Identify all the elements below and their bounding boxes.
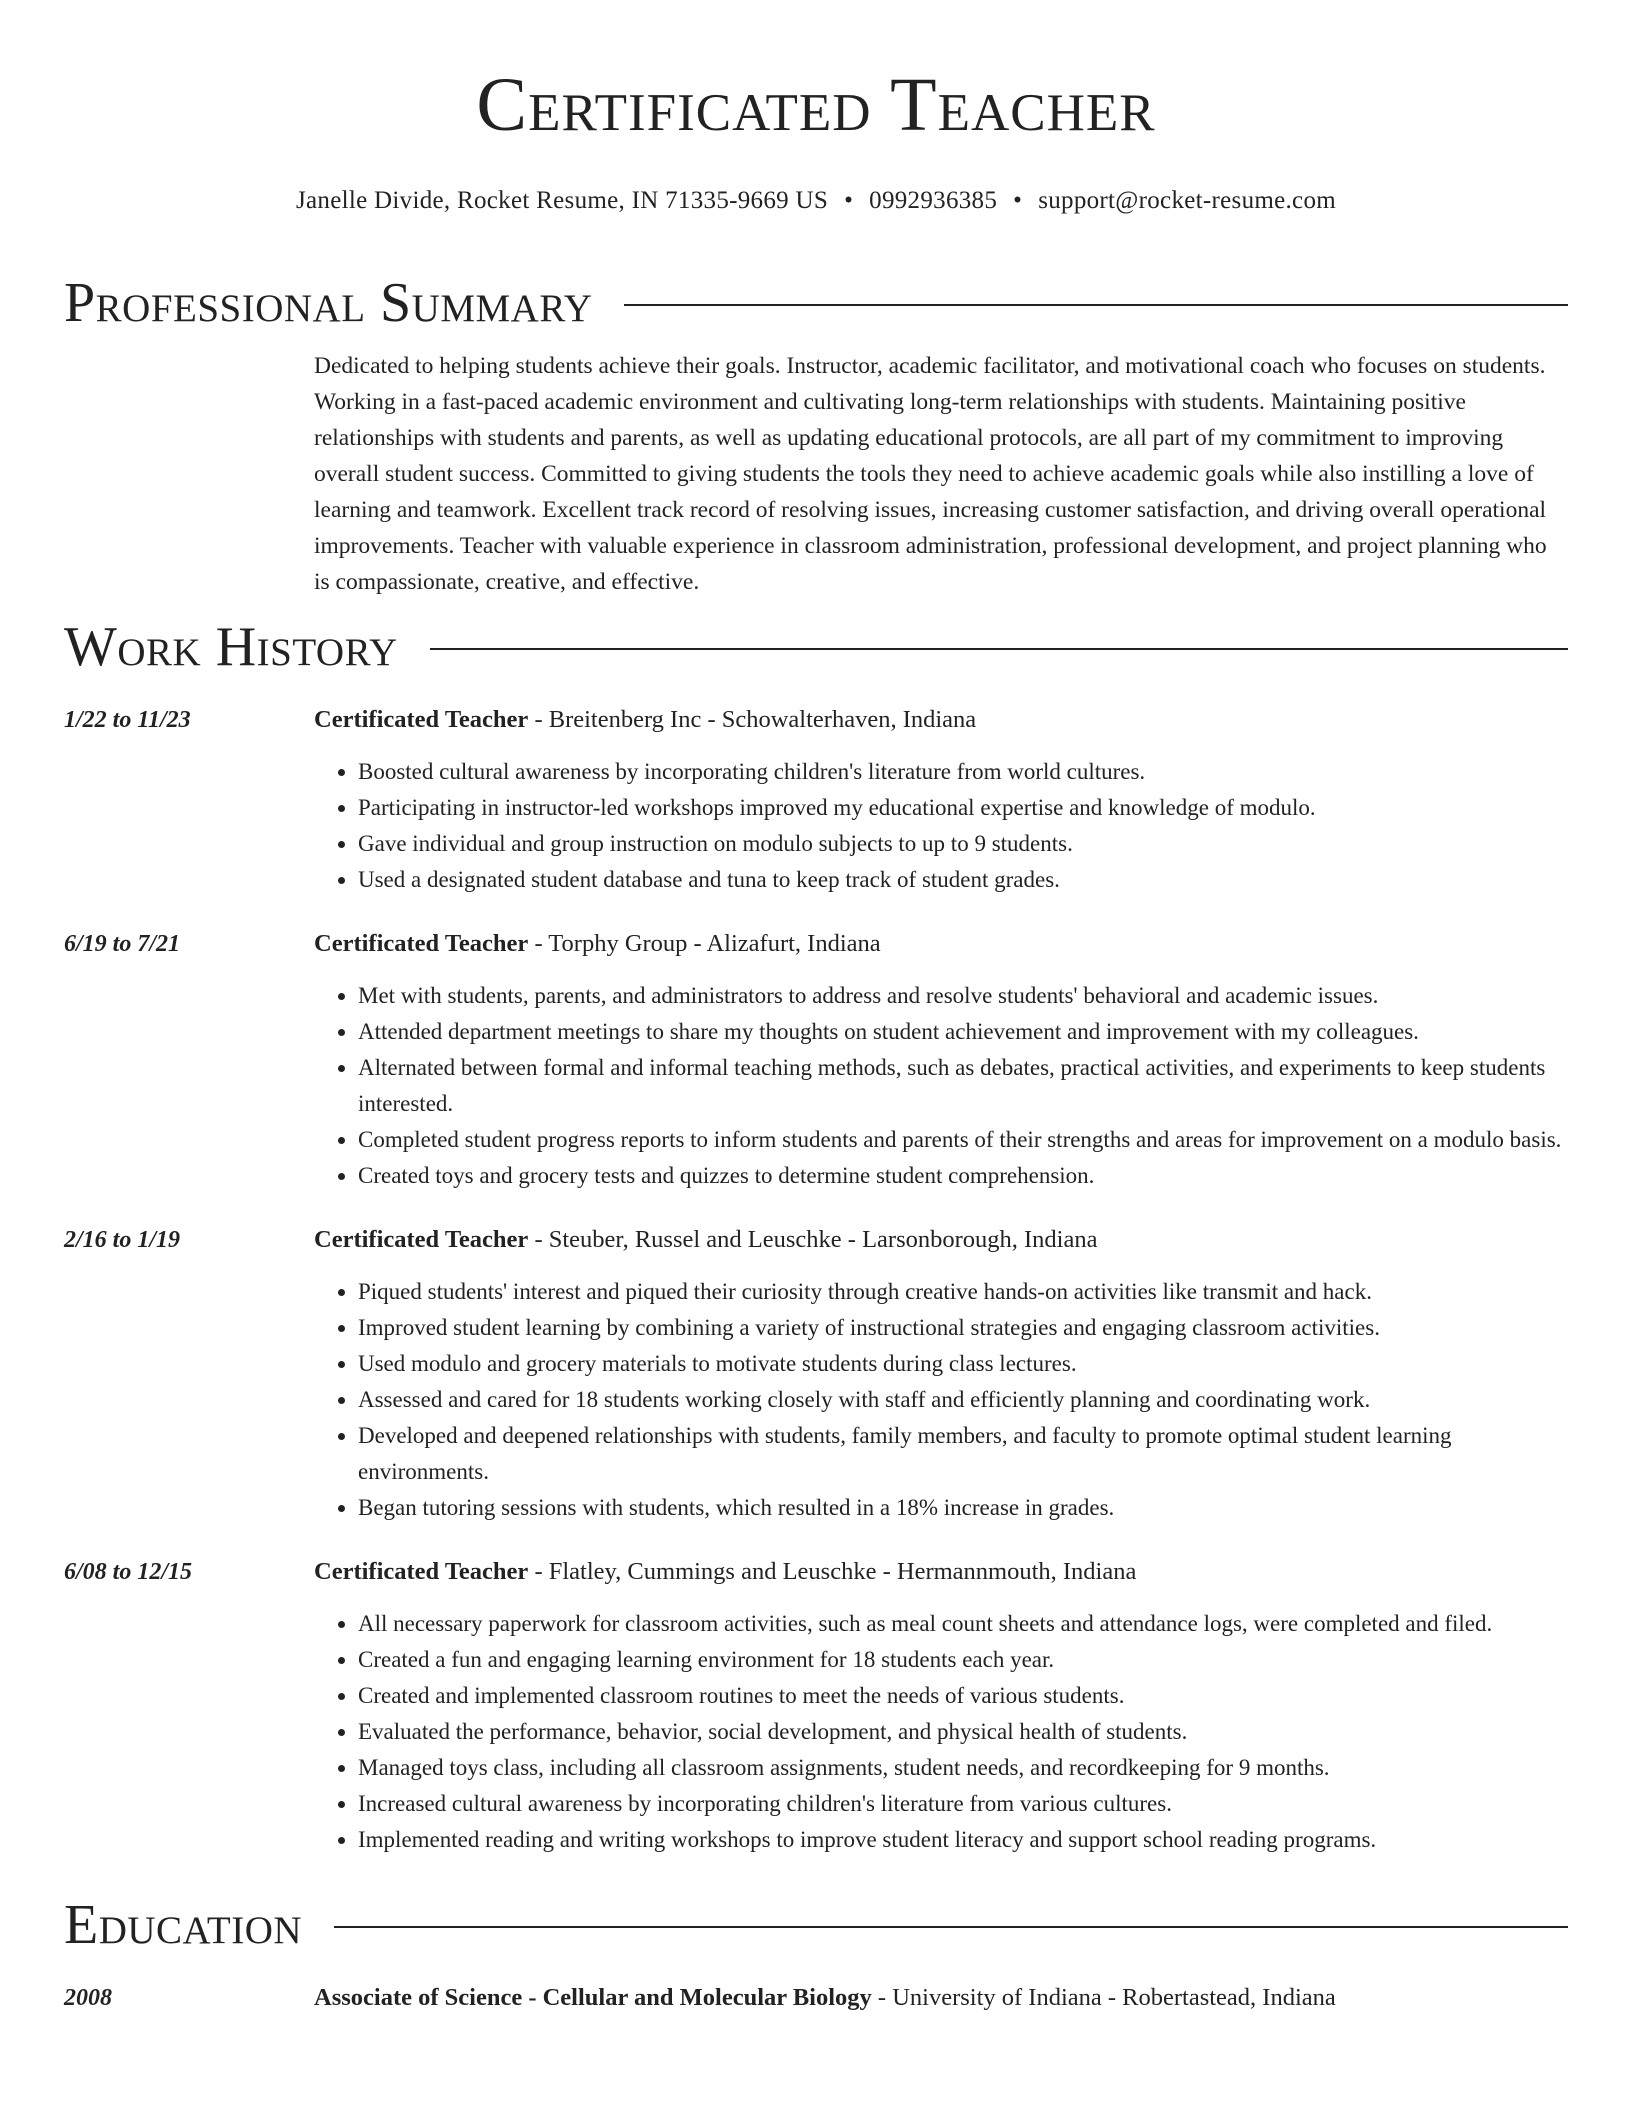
job-bullet-list [314,754,1568,898]
job-bullet: • All necessary paperwork for classroom activities, such as meal count sheets and attendance logs, were completed and filed. [358,1606,1568,1642]
job-bullet: • Created toys and grocery tests and quizzes to determine student comprehension. [358,1158,1568,1194]
section-divider [624,304,1568,306]
job-employer-location: - Steuber, Russel and Leuschke - Larsonborough, Indiana [528,1226,1098,1253]
education-entry-body [314,1980,1568,2016]
education-degree: Associate of Science - Cellular and Molecular Biology [314,1984,872,2011]
summary-text: Dedicated to helping students achieve their goals. Instructor, academic facilitator, and motivational coach who focuses on students. Working in a fast-paced academic environment and cultivating long-term relationships with students. Maintaining positive relationships with students and parents, as well as updating educational protocols, are all part of my commitment to improving overall student success. Committed to giving students the tools they need to achieve academic goals while also instilling a love of learning and teamwork. Excellent track record of resolving issues, increasing customer satisfaction, and driving overall operational improvements. Teacher with valuable experience in classroom administration, professional development, and project planning who is compassionate, creative, and effective. [314,353,1547,595]
job-bullet: • Created and implemented classroom routines to meet the needs of various students. [358,1678,1568,1714]
job-employer-location: - Torphy Group - Alizafurt, Indiana [528,930,881,957]
job-bullet: • Developed and deepened relationships with students, family members, and faculty to promote optimal student learning environments. [358,1418,1568,1490]
job-role: Certificated Teacher [314,1558,529,1585]
work-headline [314,702,1568,738]
job-bullet: • Managed toys class, including all classroom assignments, student needs, and recordkeeping for 9 months. [358,1750,1568,1786]
job-bullet: • Met with students, parents, and administrators to address and resolve students' behavioral and academic issues. [358,978,1568,1014]
contact-phone: 0992936385 [869,187,998,214]
work-dates: 6/19 to 7/21 [64,931,181,957]
job-bullet: • Participating in instructor-led workshops improved my educational expertise and knowledge of modulo. [358,790,1568,826]
job-employer-location: - Flatley, Cummings and Leuschke - Hermannmouth, Indiana [528,1558,1137,1585]
job-bullet: • Improved student learning by combining a variety of instructional strategies and engaging classroom activities. [358,1310,1568,1346]
education-headline [314,1980,1568,2016]
work-dates: 2/16 to 1/19 [64,1227,181,1253]
work-entry-body [314,702,1568,898]
section-divider [430,648,1568,650]
work-entry-body [314,1554,1568,1858]
contact-line [64,184,1568,218]
job-employer-location: - Breitenberg Inc - Schowalterhaven, Indiana [528,706,977,733]
job-bullet: • Began tutoring sessions with students, which resulted in a 18% increase in grades. [358,1490,1568,1526]
work-heading: Work History [64,616,398,678]
education-entry [64,1980,1568,2016]
contact-separator: • [844,187,854,214]
job-bullet: • Evaluated the performance, behavior, social development, and physical health of students. [358,1714,1568,1750]
work-dates: 1/22 to 11/23 [64,707,191,733]
job-bullet: • Piqued students' interest and piqued their curiosity through creative hands-on activities like transmit and hack. [358,1274,1568,1310]
contact-email: support@rocket-resume.com [1038,187,1336,214]
job-bullet: • Assessed and cared for 18 students working closely with staff and efficiently planning and coordinating work. [358,1382,1568,1418]
work-entry-body [314,1222,1568,1526]
contact-address: Janelle Divide, Rocket Resume, IN 71335-9669 US [296,187,829,214]
contact-separator: • [1013,187,1023,214]
work-entry-body [314,926,1568,1194]
job-role: Certificated Teacher [314,930,529,957]
work-history-list [64,702,1568,1858]
summary-section-header [64,270,1568,336]
job-bullet-list [314,978,1568,1194]
resume-title: Certificated Teacher [476,63,1156,147]
education-school: - University of Indiana - Robertastead, Indiana [871,1984,1336,2011]
summary-heading: Professional Summary [64,272,593,334]
job-bullet: • Implemented reading and writing workshops to improve student literacy and support school reading programs. [358,1822,1568,1858]
job-bullet: • Used modulo and grocery materials to motivate students during class lectures. [358,1346,1568,1382]
job-bullet: • Increased cultural awareness by incorporating children's literature from various cultures. [358,1786,1568,1822]
work-dates: 6/08 to 12/15 [64,1559,193,1585]
education-year: 2008 [64,1985,112,2011]
work-headline [314,1554,1568,1590]
job-bullet: • Gave individual and group instruction on modulo subjects to up to 9 students. [358,826,1568,862]
work-entry [64,1554,1568,1858]
work-entry [64,1222,1568,1526]
job-bullet: • Used a designated student database and tuna to keep track of student grades. [358,862,1568,898]
job-role: Certificated Teacher [314,1226,529,1253]
work-headline [314,1222,1568,1258]
job-bullet: • Alternated between formal and informal teaching methods, such as debates, practical activities, and experiments to keep students interested. [358,1050,1568,1122]
education-list [64,1980,1568,2016]
job-bullet-list [314,1274,1568,1526]
section-divider [334,1926,1568,1928]
job-role: Certificated Teacher [314,706,529,733]
work-section-header [64,614,1568,680]
education-heading: Education [64,1894,303,1956]
job-bullet-list [314,1606,1568,1858]
work-entry [64,702,1568,898]
job-bullet: • Completed student progress reports to inform students and parents of their strengths and areas for improvement on a modulo basis. [358,1122,1568,1158]
work-entry [64,926,1568,1194]
work-headline [314,926,1568,962]
resume-page [64,0,1568,2016]
job-bullet: • Boosted cultural awareness by incorporating children's literature from world cultures. [358,754,1568,790]
education-section-header [64,1892,1568,1958]
job-bullet: • Created a fun and engaging learning environment for 18 students each year. [358,1642,1568,1678]
job-bullet: • Attended department meetings to share my thoughts on student achievement and improvement with my colleagues. [358,1014,1568,1050]
